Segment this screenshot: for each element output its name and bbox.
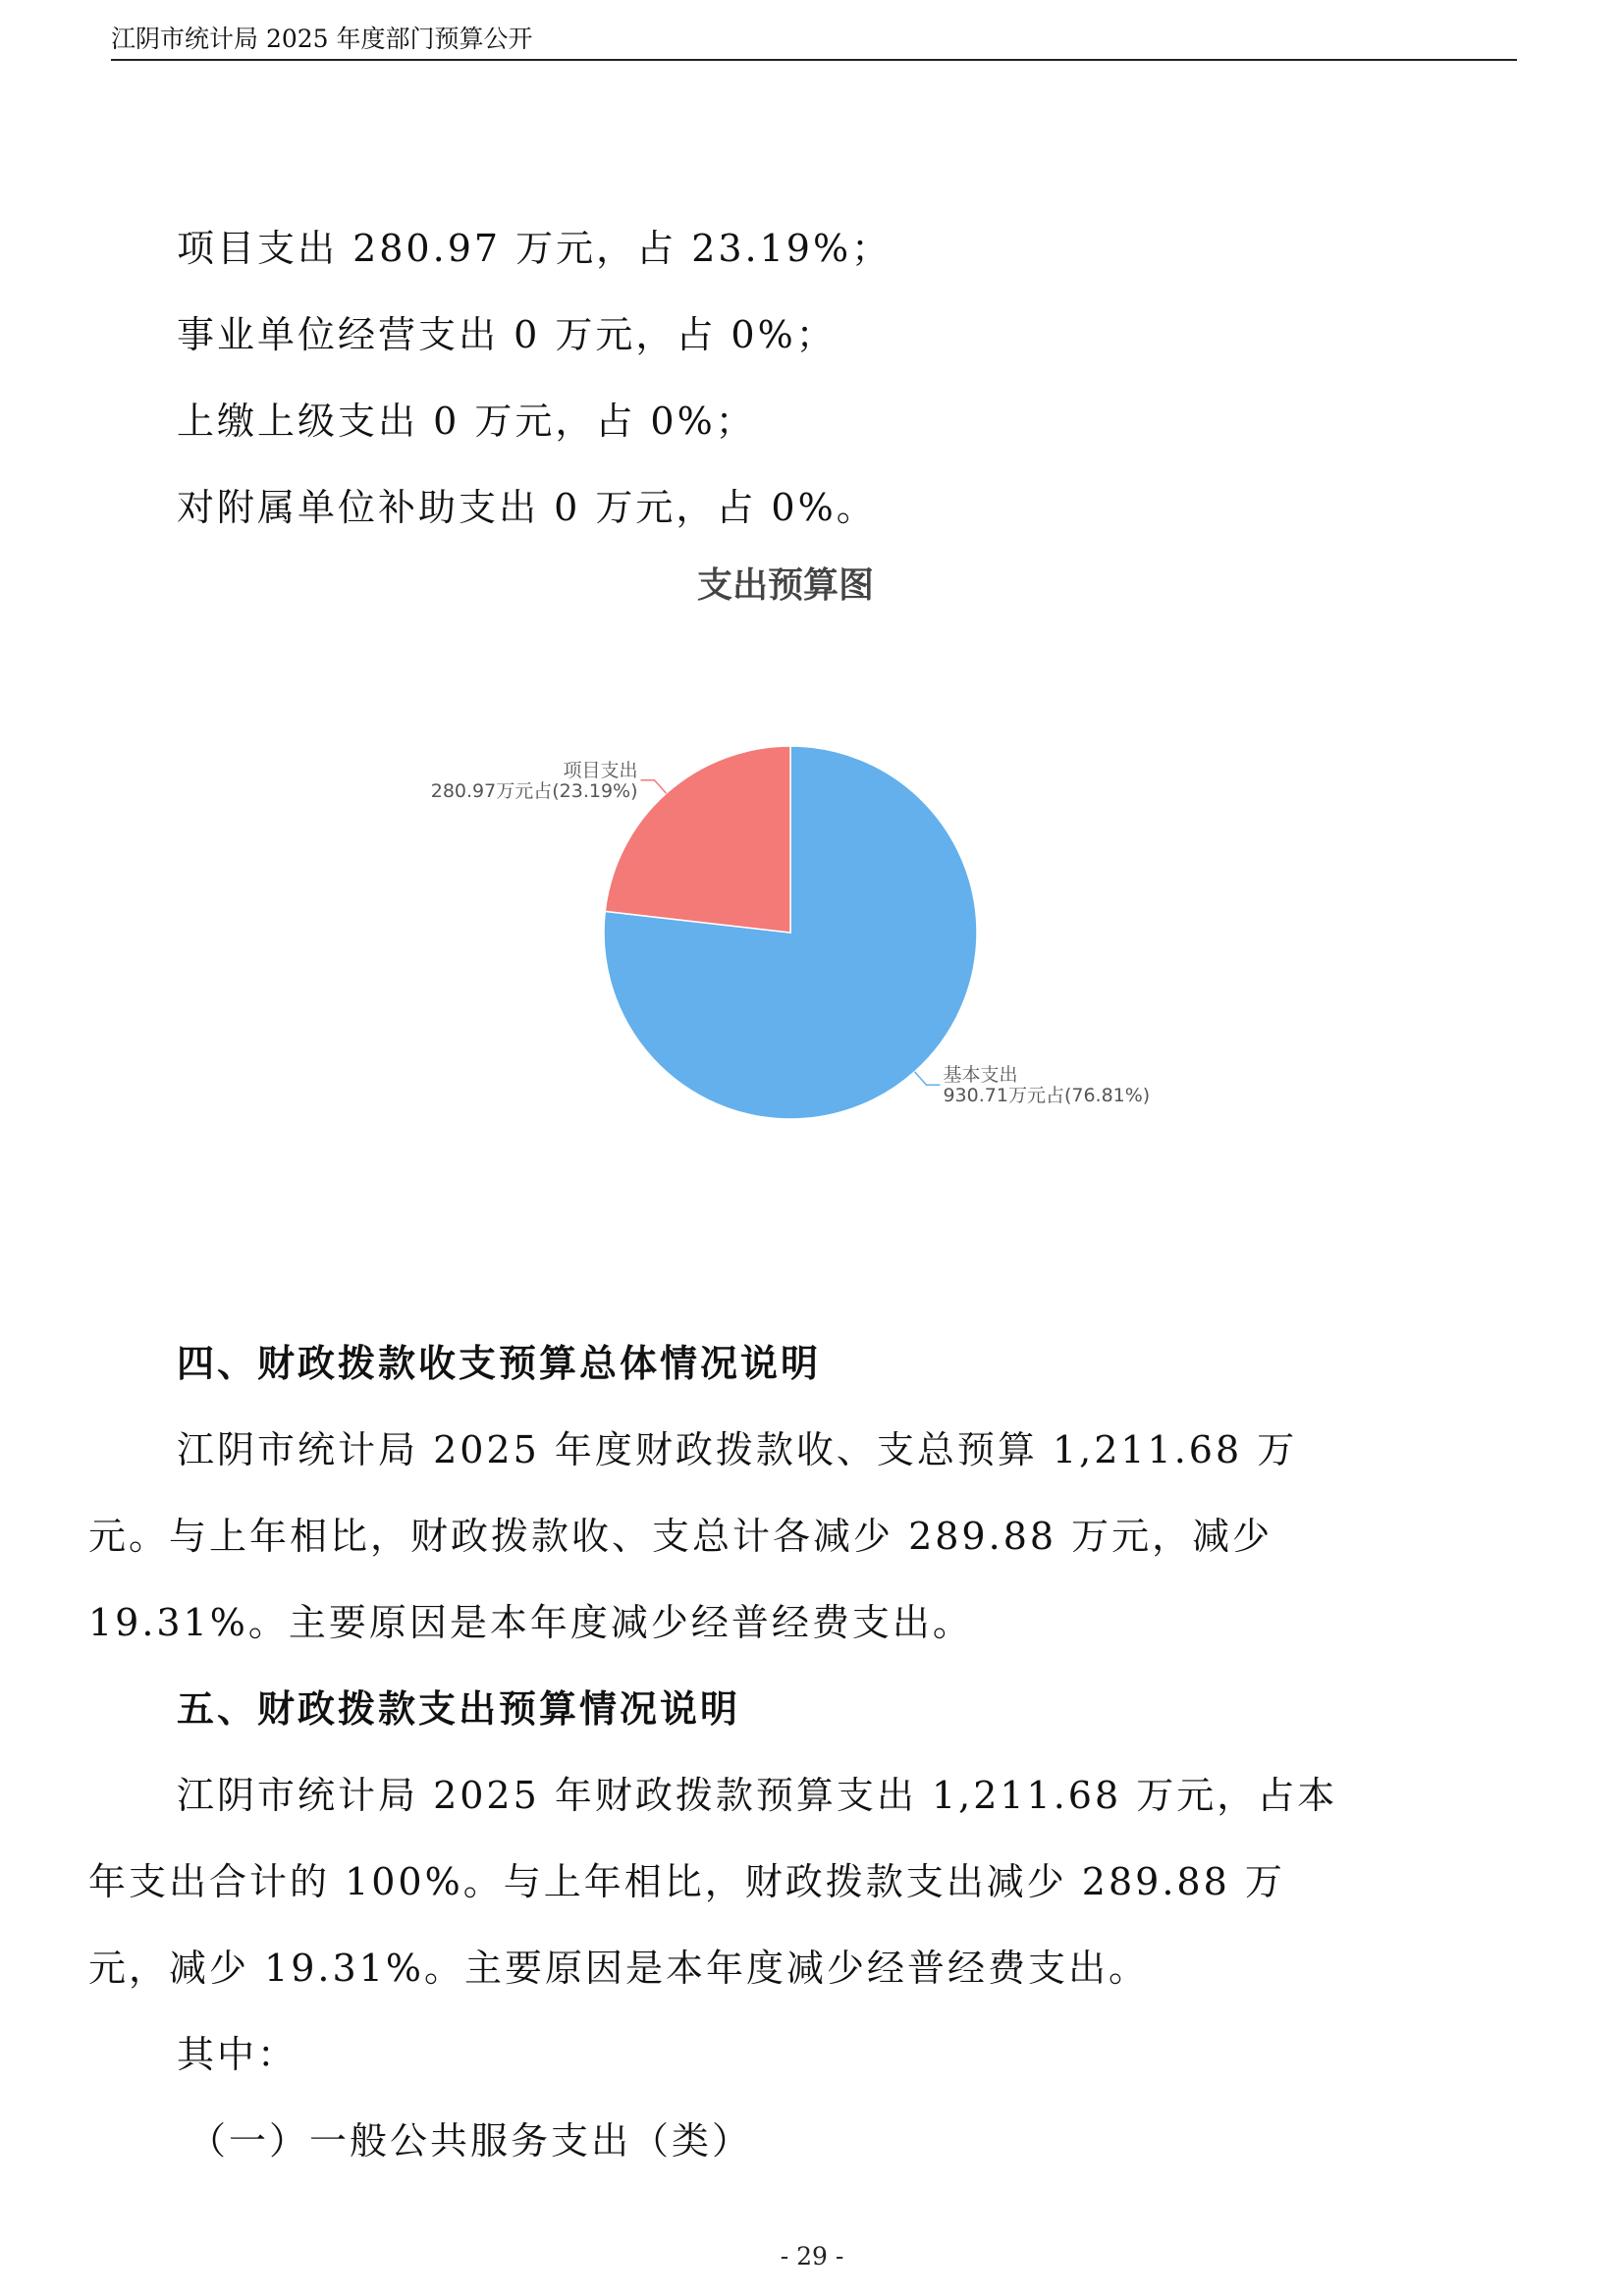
- section-five-line-4: 其中：: [177, 2033, 298, 2076]
- section-five-line-2: 年支出合计的 100%。与上年相比，财政拨款支出减少 289.88 万: [88, 1860, 1285, 1903]
- paragraph-upper-level-expense: 上缴上级支出 0 万元，占 0%；: [177, 400, 756, 443]
- chart-title: 支出预算图: [696, 565, 874, 606]
- section-four-line-3: 19.31%。主要原因是本年度减少经普经费支出。: [88, 1601, 973, 1644]
- page-header: [111, 20, 1517, 61]
- pie-chart: [334, 687, 1257, 1178]
- paragraph-project-expense: 项目支出 280.97 万元，占 23.19%；: [177, 227, 893, 270]
- section-five-line-3: 元，减少 19.31%。主要原因是本年度减少经普经费支出。: [88, 1947, 1149, 1990]
- pie-leader-line-0: [914, 1072, 940, 1085]
- section-five-line-5: （一）一般公共服务支出（类）: [189, 2119, 753, 2163]
- section-four-line-2: 元。与上年相比，财政拨款收、支总计各减少 289.88 万元，减少: [88, 1515, 1273, 1558]
- section-five-line-1: 江阴市统计局 2025 年财政拨款预算支出 1,211.68 万元，占本: [177, 1774, 1338, 1817]
- header-title: 江阴市统计局 2025 年度部门预算公开: [111, 25, 533, 53]
- pie-slice-value-label-1: 280.97万元占(23.19%): [430, 779, 638, 802]
- section-four-heading: 四、财政拨款收支预算总体情况说明: [177, 1341, 822, 1385]
- paragraph-subsidiary-expense: 对附属单位补助支出 0 万元，占 0%。: [177, 486, 877, 529]
- section-five-heading: 五、财政拨款支出预算情况说明: [177, 1686, 741, 1731]
- paragraph-business-expense: 事业单位经营支出 0 万元，占 0%；: [177, 313, 837, 356]
- pie-leader-line-1: [641, 780, 667, 793]
- section-four-line-1: 江阴市统计局 2025 年度财政拨款收、支总预算 1,211.68 万: [177, 1428, 1298, 1471]
- pie-slice-name-1: 项目支出: [563, 759, 638, 781]
- pie-slice-name-0: 基本支出: [943, 1064, 1018, 1087]
- page-number: - 29 -: [780, 2242, 844, 2270]
- pie-slice-value-label-0: 930.71万元占(76.81%): [943, 1085, 1151, 1107]
